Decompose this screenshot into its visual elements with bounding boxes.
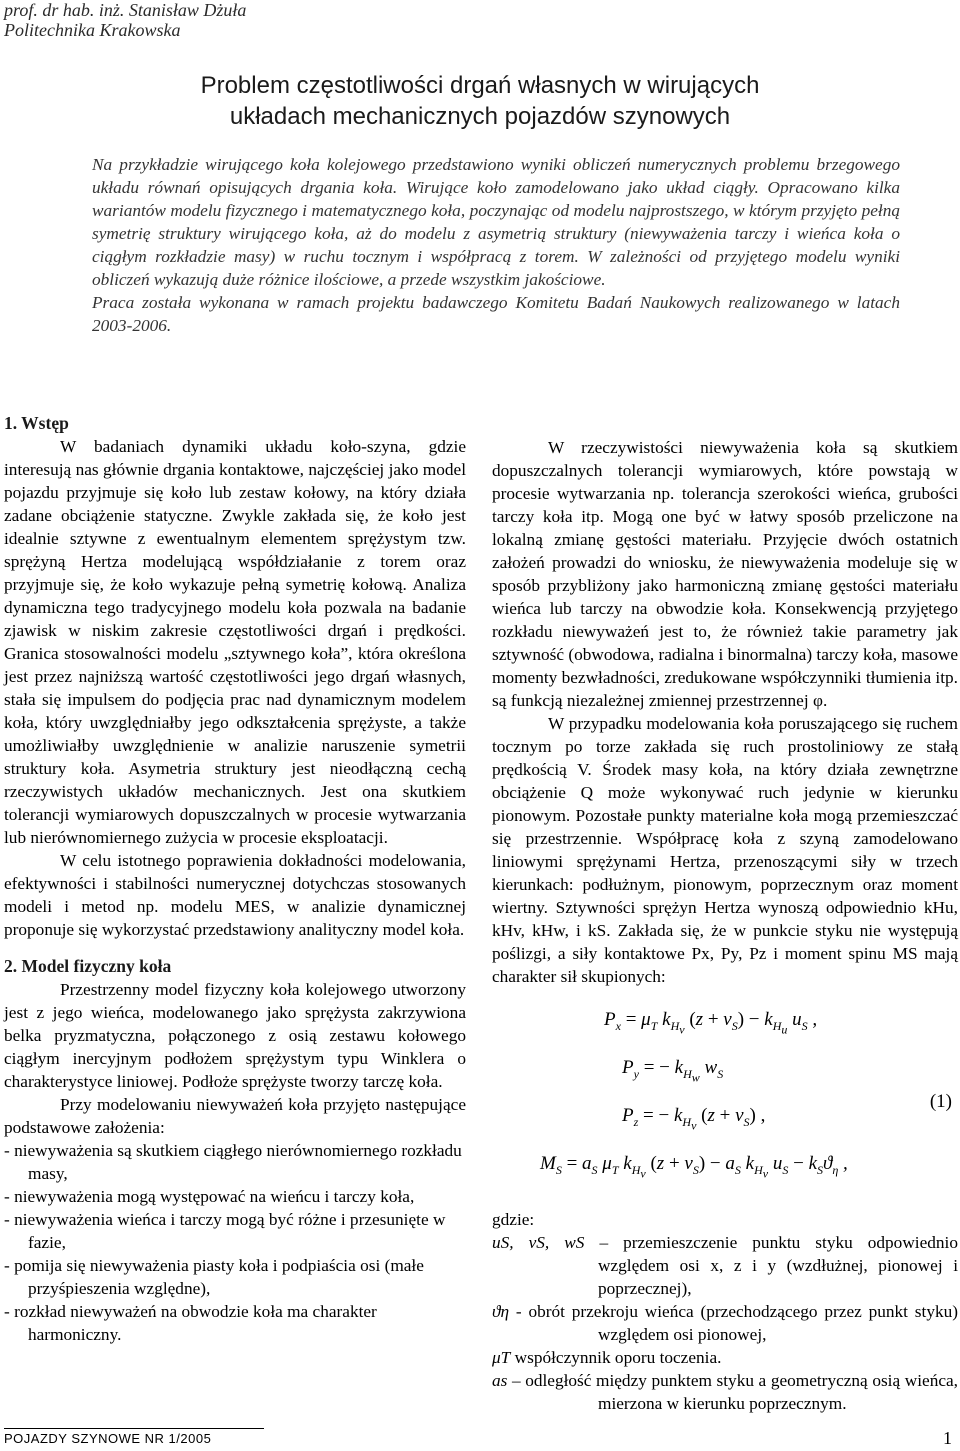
variable-description: - obrót przekroju wieńca (przechodzącego przez punkt styku) względem osi pionowej, [509, 1302, 958, 1344]
section-heading-model: 2. Model fizyczny koła [4, 956, 172, 976]
body-paragraph: W badaniach dynamiki układu koło-szyna, gdzie interesują nas głównie drgania kontaktowe, najczęściej jako model pojazdu przyjmuje się koło lub zestaw kołowy, na który działa zadane obciążenie statyczne. Zwykle zakłada się, że koło jest idealnie sztywne z ewentualnym elementem sprężystym tzw. sprężyną Hertza modelującą współdziałanie z torem oraz przyjmuje się, że koło wykazuje pełną symetrię kołową. Analiza dynamiczna tego tradycyjnego modelu koła pozwala na badanie zjawisk w niskim zakresie częstotliwości drgań i prędkości. Granica stosowalności modelu „sztywnego koła”, która określona jest przez najniższą wartość częstotliwości jego drgań własnych, stała się impulsem do podjęcia prac nad dynamicznym modelem koła, który uwzględniałby jego odkształcenia sprężyste, a także umożliwiałby uwzględnienie w analizie naruszenie symetrii struktury koła. Asymetria struktury jest nieodłączną cechą rzeczywistych układów mechanicznych. Jest ona skutkiem tolerancji wymiarowych dopuszczalnych w procesie wytwarzania lub nierównomiernego zużycia w procesie eksploatacji. [4, 437, 466, 847]
where-label: gdzie: [492, 1210, 535, 1229]
equation-pz: $P_z$ = − $k_{H_v}$ $(z + v_S)$ , [622, 1105, 766, 1133]
body-paragraph: W rzeczywistości niewyważenia koła są skutkiem dopuszczalnych tolerancji wymiarowych, które powstają w procesie wytwarzania np. tolerancja szerokości wieńca, grubości tarczy koła itp. Mogą one być w łatwy sposób przeliczone na lokalną zmianę gęstości materiału. Przyjęcie dwóch ostatnich założeń prowadzi do wniosku, że niewyważenia modeluje się w sposób przybliżony jako harmoniczną zmianę gęstości materiału wieńca lub tarczy na obwodzie koła. Konsekwencją przyjętego rozkładu niewyważeń jest to, że również takie parametry jak sztywność (obwodowa, radialna i binormalna) tarczy koła, masowe momenty bezwładności, zredukowane współczynniki tłumienia itp. są funkcją niezależnej zmiennej przestrzennej φ. [492, 438, 958, 710]
page-number: 1 [943, 1428, 952, 1448]
title-line-1: Problem częstotliwości drgań własnych w wirujących [200, 72, 760, 99]
right-column [492, 436, 958, 1415]
equation-block-1 [492, 1002, 958, 1208]
body-paragraph: W celu istotnego poprawienia dokładności modelowania, efektywności i stabilności numerycznej dotychczas stosowanych modeli i metod np. modelu MES, w analizie dynamicznej proponuje się wykorzystać przedstawiony analityczny model koła. [4, 851, 466, 939]
assumptions-list [4, 1139, 466, 1346]
variable-description: – odległość między punktem styku a geometryczną osią wieńca, mierzona w kierunku poprzecznym. [507, 1371, 958, 1413]
equation-py: $P_y$ = − $k_{H_w}$ $w_S$ [622, 1057, 724, 1085]
author-name: prof. dr hab. inż. Stanisław Dżuła [4, 0, 247, 20]
variable-term: uS, vS, wS [492, 1233, 585, 1252]
variable-definition [492, 1369, 958, 1415]
footer-divider [4, 1428, 264, 1429]
list-item: - niewyważenia są skutkiem ciągłego nierównomiernego rozkładu masy, [4, 1141, 462, 1183]
title-line-2: układach mechanicznych pojazdów szynowych [229, 103, 731, 130]
equation-px: $P_x = \mu_T$ $k_{H_v}$ $(z + v_S) - k_{H_u}$ $u_S$ , [604, 1009, 818, 1037]
variable-definition [492, 1231, 958, 1300]
abstract [92, 153, 900, 337]
left-column [4, 412, 466, 1346]
equation-number: (1) [929, 1091, 952, 1112]
paper-title [0, 70, 960, 132]
body-paragraph: Przestrzenny model fizyczny koła kolejowego utworzony jest z jego wieńca, modelowanego jako sprężysta zakrzywiona belka pryzmatyczna, połączonego z osią zestawu kołowego ciągłym inercyjnym podłożem sprężystym typu Winklera o charakterystyce liniowej. Podłoże sprężyste tworzy tarczę koła. [4, 980, 466, 1091]
body-paragraph: Przy modelowaniu niewyważeń koła przyjęto następujące podstawowe założenia: [4, 1095, 466, 1137]
footer-journal: POJAZDY SZYNOWE NR 1/2005 [4, 1431, 212, 1446]
variable-description: współczynnik oporu toczenia. [510, 1348, 722, 1367]
list-item: - niewyważenia mogą występować na wieńcu i tarczy koła, [4, 1187, 415, 1206]
variable-description: – przemieszczenie punktu styku odpowiednio względem osi x, z i y (wzdłużnej, pionowej i poprzecznej), [584, 1233, 958, 1298]
list-item: - pomija się niewyważenia piasty koła i podpiaścia osi (małe przyśpieszenia względne), [4, 1256, 424, 1298]
list-item: - rozkład niewyważeń na obwodzie koła ma charakter harmoniczny. [4, 1302, 377, 1344]
variable-term: as [492, 1371, 508, 1390]
variable-definitions [492, 1231, 958, 1415]
author-affiliation: Politechnika Krakowska [4, 20, 181, 40]
variable-definition [492, 1346, 958, 1369]
list-item: - niewyważenia wieńca i tarczy mogą być różne i przesunięte w fazie, [4, 1210, 446, 1252]
abstract-funding-note: Praca została wykonana w ramach projektu badawczego Komitetu Badań Naukowych realizowanego w latach 2003-2006. [92, 293, 900, 335]
equation-ms: $M_S = a_S$ $\mu_T$ $k_{H_v}$ $(z + v_S) - a_S$ $k_{H_v}$ $u_S - k_Sϑ_\eta$ , [540, 1153, 848, 1181]
variable-term: ϑη [492, 1302, 510, 1321]
body-paragraph: W przypadku modelowania koła poruszającego się ruchem tocznym po torze zakłada się ruch prostoliniowy ze stałą prędkością V. Środek masy koła, na który działa zewnętrzne obciążenie Q może wykonywać ruch jedynie w kierunku pionowym. Pozostałe punkty materialne koła mogą przemieszczać się przestrzennie. Współpracę koła z szyną zamodelowano liniowymi sprężynami Hertza, przenoszącymi siły w trzech kierunkach: podłużnym, pionowym, poprzecznym oraz moment wiertny. Sztywności sprężyn Hertza wynoszą odpowiednio kHu, kHv, kHw, i kS. Zakłada się, że w punkcie styku nie występują poślizgi, a siły kontaktowe Px, Py, Pz i moment spinu MS mają charakter sił skupionych: [492, 714, 958, 986]
abstract-paragraph: Na przykładzie wirującego koła kolejowego przedstawiono wyniki obliczeń numerycznych problemu brzegowego układu równań opisujących drgania koła. Wirujące koło zamodelowano jako układ ciągły. Opracowano kilka wariantów modelu fizycznego i matematycznego koła, poczynając od modelu najprostszego, w którym przyjęto pełną symetrię struktury wirującego koła, aż do modelu z asymetrią struktury (niewyważenia tarczy i wieńca koła o ciągłym rozkładzie masy) w ruchu tocznym i współpracą z torem. W zależności od przyjętego modelu wyniki obliczeń wykazują duże różnice ilościowe, a przede wszystkim jakościowe. [92, 155, 900, 289]
variable-term: μT [492, 1348, 511, 1367]
section-heading-intro: 1. Wstęp [4, 413, 69, 433]
variable-definition [492, 1300, 958, 1346]
